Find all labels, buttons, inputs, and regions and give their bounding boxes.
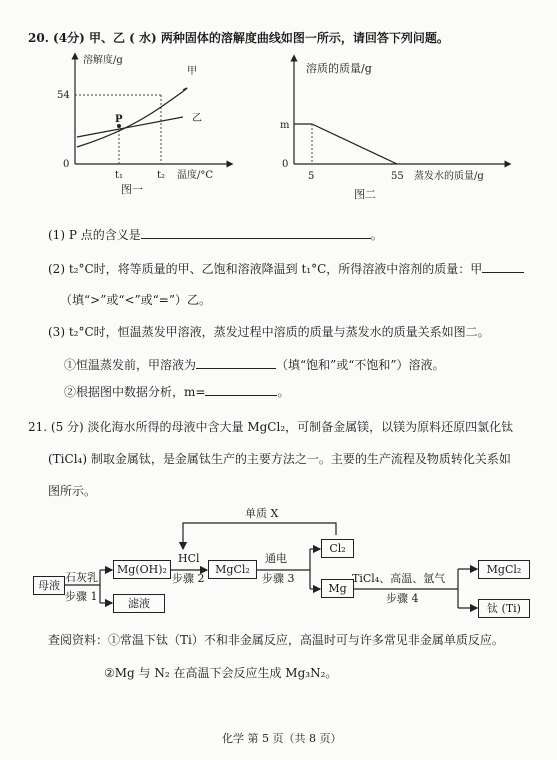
fig1-xlabel: 温度/°C bbox=[177, 170, 214, 181]
node-ti: 钛 (Ti) bbox=[478, 599, 530, 618]
q20-sub3b-end: 。 bbox=[277, 385, 290, 399]
q20-sub3a bbox=[64, 356, 445, 373]
fig1-label-yi: 乙 bbox=[192, 113, 202, 124]
fig2-x55: 55 bbox=[391, 171, 404, 182]
node-mgcl2: MgCl₂ bbox=[208, 560, 257, 579]
page-footer: 化学 第 5 页（共 8 页） bbox=[222, 732, 342, 745]
fig1-ylabel: 溶解度/g bbox=[83, 55, 123, 66]
q20-sub2-text: (2) t₂°C时，将等质量的甲、乙饱和溶液降温到 t₁°C，所得溶液中溶剂的质量：甲 bbox=[48, 262, 483, 276]
q20-sub2 bbox=[48, 260, 524, 277]
q20-sub3a-text: ①恒温蒸发前，甲溶液为 bbox=[64, 358, 197, 372]
q20-sub2b: （填“>”或“<”或“=”）乙。 bbox=[60, 293, 211, 307]
q21-line1: 21. (5 分) 淡化海水所得的母液中含大量 MgCl₂，可制备金属镁，以镁为原料还原四氯化钛 bbox=[28, 420, 514, 434]
q21-line3: 图所示。 bbox=[48, 484, 97, 498]
node-lvye: 滤液 bbox=[113, 594, 165, 613]
label-danzhi-x: 单质 X bbox=[245, 507, 279, 520]
fig1-label-jia: 甲 bbox=[187, 66, 197, 77]
q20-sub3a-end: （填“饱和”或“不饱和”）溶液。 bbox=[276, 358, 445, 372]
fig1-caption: 图一 bbox=[121, 183, 143, 196]
label-tongdian: 通电 bbox=[265, 552, 287, 565]
fig2-ylabel: 溶质的质量/g bbox=[306, 62, 372, 75]
fig2-x5: 5 bbox=[308, 171, 315, 182]
fig1-origin: 0 bbox=[63, 159, 70, 170]
fig2-m: m bbox=[280, 120, 290, 131]
node-muye: 母液 bbox=[33, 576, 65, 595]
q20-sub3: (3) t₂°C时，恒温蒸发甲溶液，蒸发过程中溶质的质量与蒸发水的质量关系如图二。 bbox=[48, 325, 490, 339]
answer-blank-4[interactable] bbox=[205, 383, 277, 396]
label-step3: 步骤 3 bbox=[262, 572, 295, 585]
node-mgoh2: Mg(OH)₂ bbox=[113, 560, 171, 579]
q20-sub1-end: 。 bbox=[370, 228, 383, 242]
label-shihuiru: 石灰乳 bbox=[65, 571, 98, 584]
fig1-point-p: P bbox=[115, 114, 123, 125]
q20-sub3b bbox=[64, 383, 289, 400]
fig2-xlabel: 蒸发水的质量/g bbox=[414, 171, 484, 182]
solute-mass-chart-fig2 bbox=[278, 52, 523, 202]
q20-sub1 bbox=[48, 226, 383, 243]
fig2-origin: 0 bbox=[282, 159, 289, 170]
fig1-y54: 54 bbox=[57, 90, 70, 101]
node-mgcl2-out: MgCl₂ bbox=[478, 560, 530, 579]
curve-yi bbox=[77, 117, 183, 137]
q20-sub3b-text: ②根据图中数据分析，m= bbox=[64, 385, 206, 399]
label-step2: 步骤 2 bbox=[172, 572, 205, 585]
node-mg: Mg bbox=[321, 579, 354, 598]
answer-blank-1[interactable] bbox=[141, 226, 371, 239]
q21-line2: (TiCl₄) 制取金属钛，是金属钛生产的主要方法之一。主要的生产流程及物质转化关系如 bbox=[48, 452, 511, 466]
label-step4: 步骤 4 bbox=[386, 592, 419, 605]
label-hcl: HCl bbox=[178, 552, 200, 565]
curve-jia bbox=[77, 88, 187, 147]
answer-blank-3[interactable] bbox=[196, 356, 276, 369]
solute-line-slope bbox=[312, 124, 397, 164]
fig1-t2: t₂ bbox=[157, 170, 166, 181]
solubility-chart-fig1 bbox=[55, 52, 255, 202]
fig2-caption: 图二 bbox=[354, 188, 376, 201]
label-ticl4: TiCl₄、高温、氩气 bbox=[352, 572, 446, 585]
fig1-t1: t₁ bbox=[115, 170, 124, 181]
q21-ref2: ②Mg 与 N₂ 在高温下会反应生成 Mg₃N₂。 bbox=[104, 666, 338, 680]
q21-ref1: 查阅资料：①常温下钛（Ti）不和非金属反应，高温时可与许多常见非金属单质反应。 bbox=[48, 633, 504, 647]
q20-sub1-text: (1) P 点的含义是 bbox=[48, 228, 141, 242]
label-step1: 步骤 1 bbox=[65, 590, 98, 603]
answer-blank-2[interactable] bbox=[482, 260, 524, 273]
node-cl2: Cl₂ bbox=[321, 539, 354, 558]
q20-stem: 20. (4分) 甲、乙 ( 水) 两种固体的溶解度曲线如图一所示，请回答下列问题。 bbox=[28, 31, 449, 45]
